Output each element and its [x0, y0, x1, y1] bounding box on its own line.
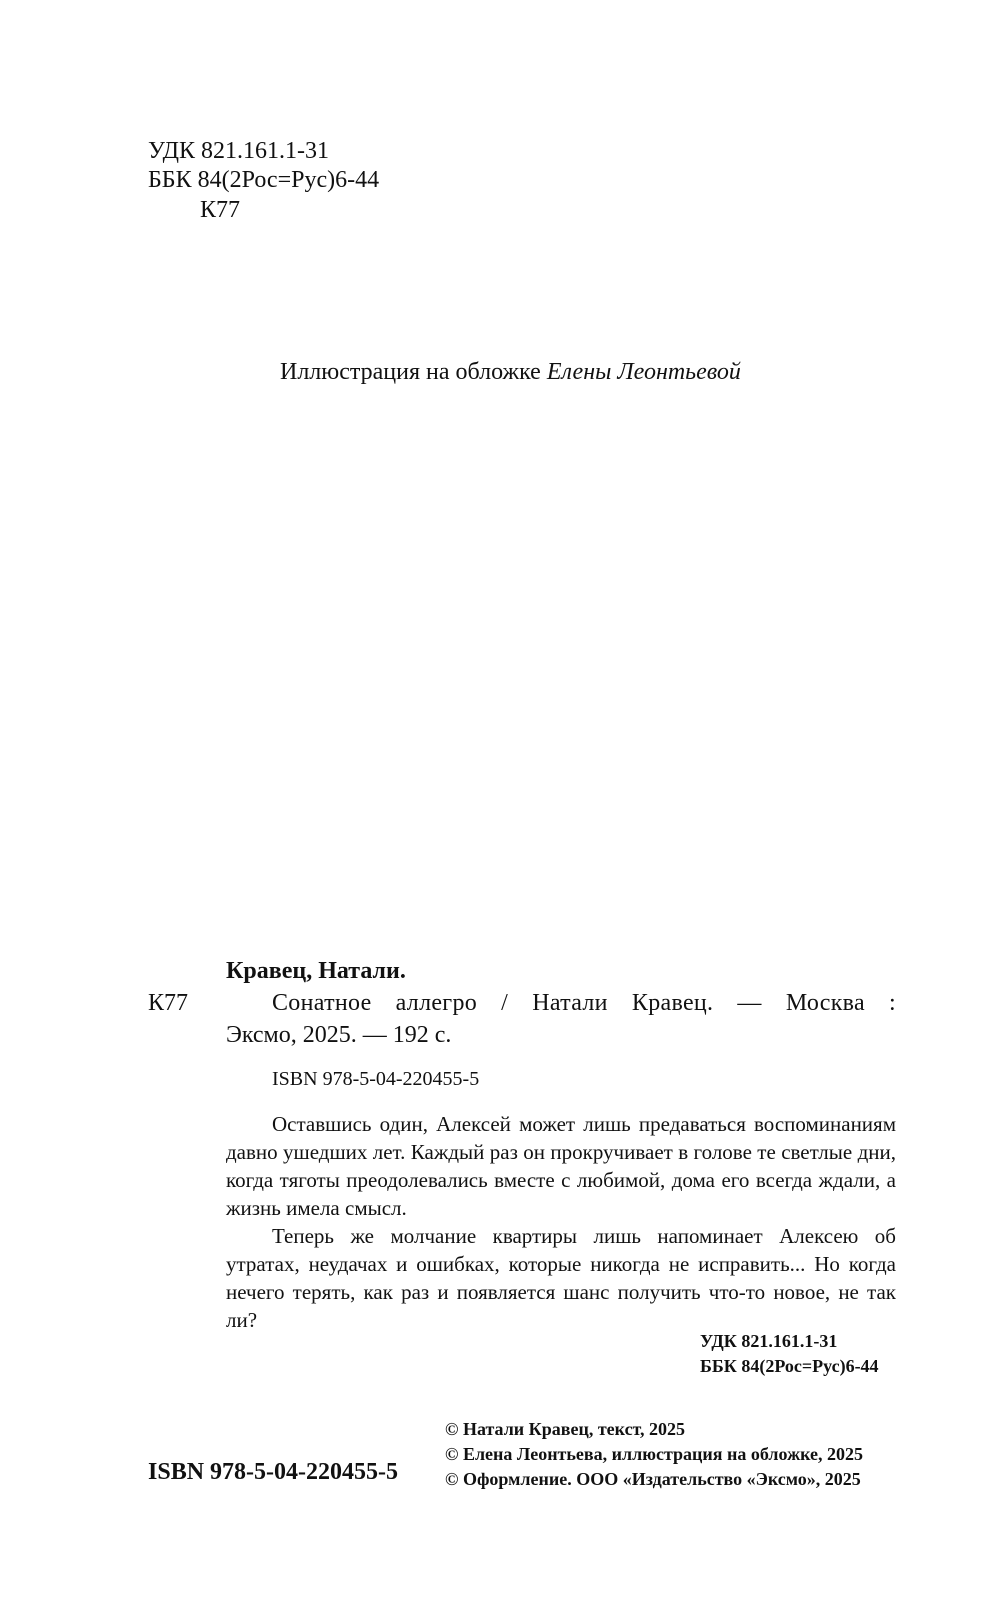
author-mark-top: К77: [200, 197, 241, 223]
copyright-design: © Оформление. ООО «Издательство «Эксмо», 2025: [445, 1469, 861, 1489]
bbk-code-bottom: ББК 84(2Рос=Рус)6-44: [700, 1356, 879, 1376]
illustration-artist: Елены Леонтьевой: [546, 359, 741, 385]
udk-code-top: УДК 821.161.1-31: [148, 138, 329, 164]
isbn-bottom: ISBN 978-5-04-220455-5: [148, 1459, 398, 1485]
bibliographic-record: [226, 955, 896, 1051]
record-author: Кравец, Натали.: [226, 958, 406, 984]
copyright-text: © Натали Кравец, текст, 2025: [445, 1419, 686, 1439]
annotation: [226, 1110, 896, 1334]
copyright-illustration: © Елена Леонтьева, иллюстрация на обложке, 2025: [445, 1444, 864, 1464]
copyright-block: [445, 1417, 863, 1492]
bbk-code-top: ББК 84(2Рос=Рус)6-44: [148, 167, 380, 193]
annotation-paragraph-2: Теперь же молчание квартиры лишь напоминает Алексею об утратах, неудачах и ошибках, которые никогда не исправить... Но когда нечего терять, как раз и появляется шанс получить что-то новое, не так ли?: [226, 1224, 896, 1332]
record-isbn: ISBN 978-5-04-220455-5: [272, 1068, 480, 1090]
illustration-credit: [280, 358, 741, 386]
annotation-paragraph-1: Оставшись один, Алексей может лишь предаваться воспоминаниям давно ушедших лет. Каждый раз он прокручивает в голове те светлые дни, когда тяготы преодолевались вместе с любимой, дома его всегда ждали, а жизнь имела смысл.: [226, 1112, 896, 1220]
record-title-line: Сонатное аллегро / Натали Кравец. — Москва :: [272, 990, 896, 1016]
udk-code-bottom: УДК 821.161.1-31: [700, 1331, 838, 1351]
author-mark-record: К77: [148, 990, 189, 1016]
illustration-credit-prefix: Иллюстрация на обложке: [280, 359, 547, 385]
record-publisher-line: Эксмо, 2025. — 192 с.: [226, 1022, 452, 1048]
